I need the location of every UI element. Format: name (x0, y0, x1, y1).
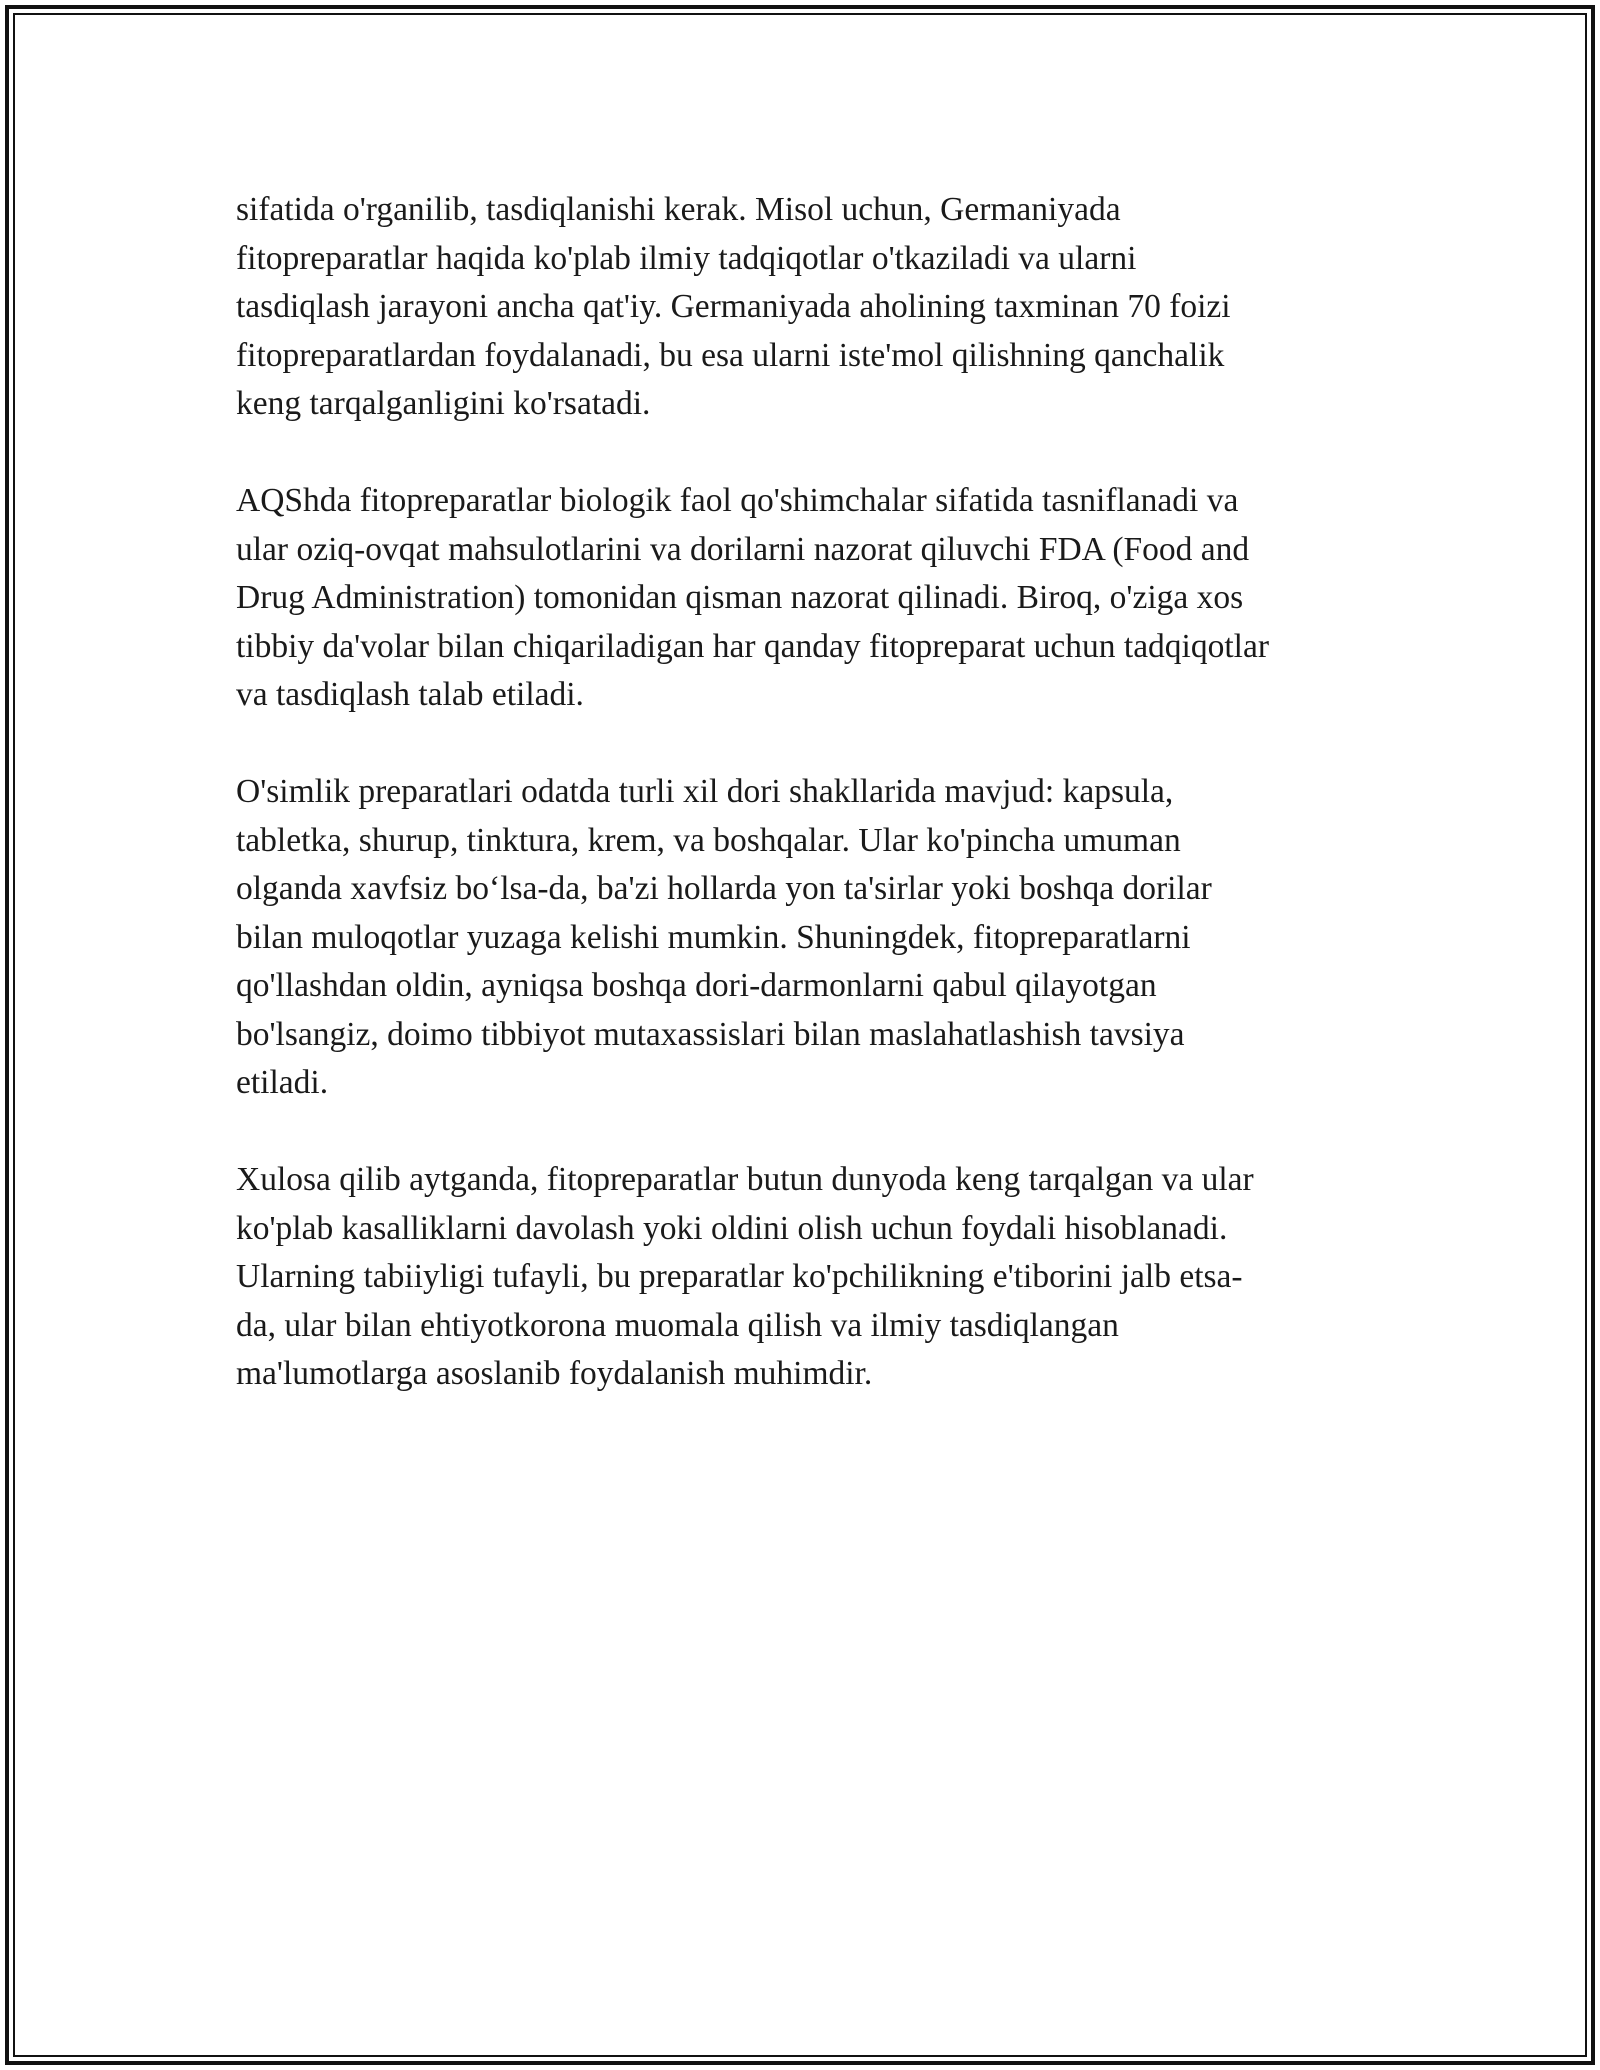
text-line: qo'llashdan oldin, ayniqsa boshqa dori-darmonlarni qabul qilayotgan (236, 967, 1157, 1004)
paragraph-1 (236, 186, 1386, 429)
text-line: da, ular bilan ehtiyotkorona muomala qilish va ilmiy tasdiqlangan (236, 1306, 1119, 1344)
text-line: bilan muloqotlar yuzaga kelishi mumkin. Shuningdek, fitopreparatlarni (236, 918, 1191, 956)
text-line: AQShda fitopreparatlar biologik faol qo'shimchalar sifatida tasniflanadi va (236, 482, 1239, 519)
text-line: ko'plab kasalliklarni davolash yoki oldini olish uchun foydali hisoblanadi. (236, 1209, 1228, 1247)
paragraph-3 (236, 768, 1386, 1108)
text-line: keng tarqalganligini ko'rsatadi. (236, 385, 651, 422)
text-line: etiladi. (236, 1064, 329, 1101)
text-line: Ularning tabiiyligi tufayli, bu preparatlar ko'pchilikning e'tiborini jalb etsa- (236, 1258, 1243, 1295)
document-body (236, 186, 1386, 1447)
text-line: sifatida o'rganilib, tasdiqlanishi kerak. Misol uchun, Germaniyada (236, 191, 1121, 228)
text-line: ular oziq-ovqat mahsulotlarini va dorilarni nazorat qiluvchi FDA (Food and (236, 530, 1250, 568)
text-line: olganda xavfsiz bo‘lsa-da, ba'zi hollarda yon ta'sirlar yoki boshqa dorilar (236, 870, 1212, 907)
text-line: fitopreparatlar haqida ko'plab ilmiy tadqiqotlar o'tkaziladi va ularni (236, 239, 1137, 277)
text-line: bo'lsangiz, doimo tibbiyot mutaxassislari bilan maslahatlashish tavsiya (236, 1015, 1185, 1053)
paragraph-4 (236, 1156, 1386, 1399)
text-line: tabletka, shurup, tinktura, krem, va boshqalar. Ular ko'pincha umuman (236, 821, 1181, 859)
paragraph-2 (236, 477, 1386, 720)
text-line: tasdiqlash jarayoni ancha qat'iy. Germaniyada aholining taxminan 70 foizi (236, 288, 1231, 325)
text-line: ma'lumotlarga asoslanib foydalanish muhimdir. (236, 1355, 873, 1392)
text-line: Xulosa qilib aytganda, fitopreparatlar butun dunyoda keng tarqalgan va ular (236, 1161, 1254, 1198)
text-line: tibbiy da'volar bilan chiqariladigan har qanday fitopreparat uchun tadqiqotlar (236, 627, 1270, 665)
text-line: fitopreparatlardan foydalanadi, bu esa ularni iste'mol qilishning qanchalik (236, 336, 1225, 374)
text-line: O'simlik preparatlari odatda turli xil dori shakllarida mavjud: kapsula, (236, 773, 1174, 810)
text-line: Drug Administration) tomonidan qisman nazorat qilinadi. Biroq, o'ziga xos (236, 579, 1244, 616)
text-line: va tasdiqlash talab etiladi. (236, 676, 584, 713)
